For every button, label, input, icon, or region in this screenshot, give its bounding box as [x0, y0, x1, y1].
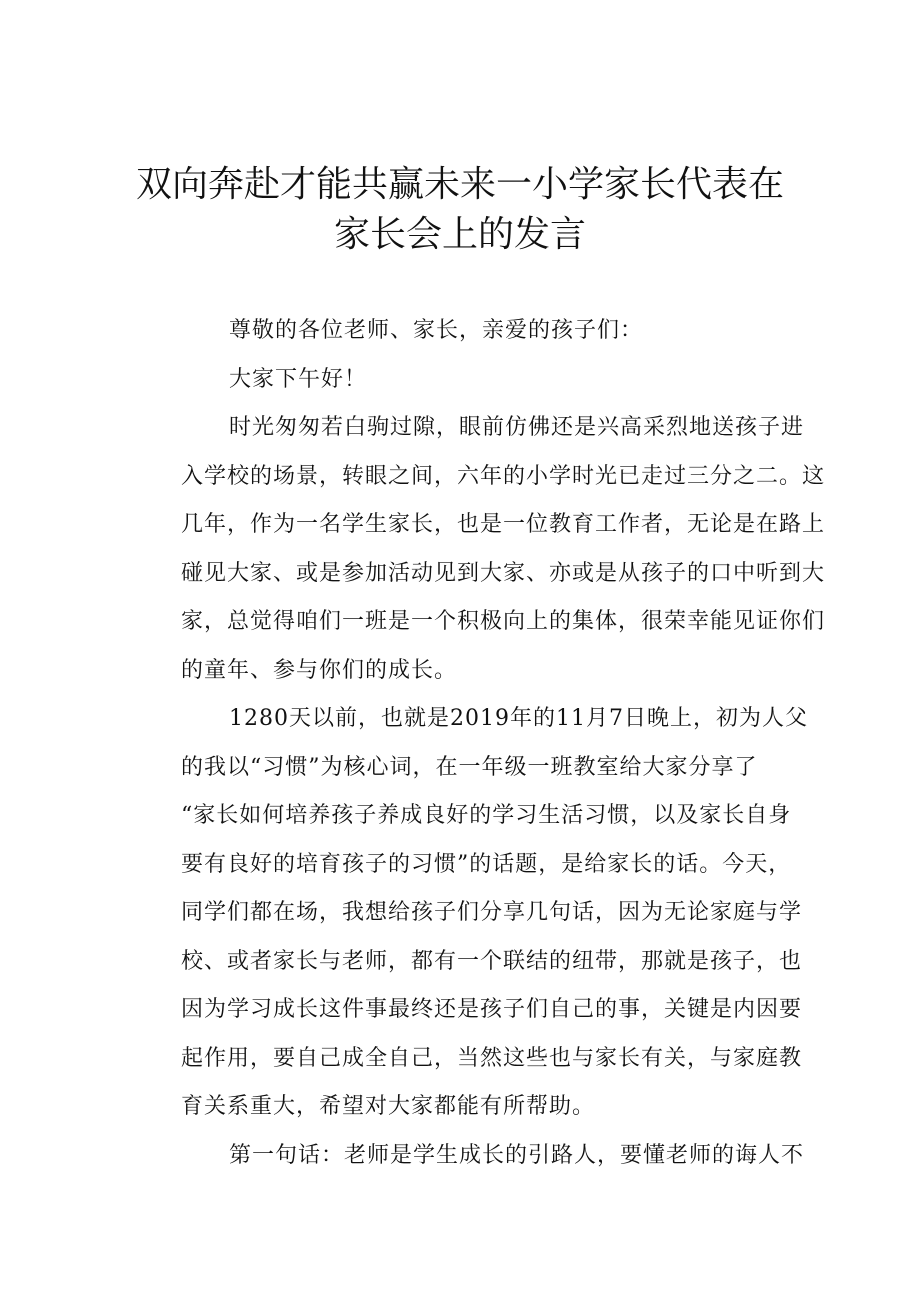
- paragraph-line: 时光匆匆若白驹过隙，眼前仿佛还是兴高采烈地送孩子进: [229, 415, 805, 440]
- paragraph-line: 的我以“习惯”为核心词，在一年级一班教室给大家分享了: [181, 754, 758, 780]
- paragraph-line: “家长如何培养孩子养成良好的学习生活习惯，以及家长自身: [181, 803, 792, 828]
- paragraph-line: 育关系重大，希望对大家都能有所帮助。: [181, 1094, 596, 1119]
- paragraph-line: 因为学习成长这件事最终还是孩子们自己的事，关键是内因要: [181, 997, 803, 1022]
- paragraph-line: 碰见大家、或是参加活动见到大家、亦或是从孩子的口中听到大: [181, 560, 826, 586]
- paragraph-line: 起作用，要自己成全自己，当然这些也与家长有关，与家庭教: [181, 1045, 803, 1071]
- paragraph-line: 1280天以前，也就是2019年的11月7日晚上，初为人父: [229, 706, 808, 731]
- paragraph-line: 第一句话：老师是学生成长的引路人，要懂老师的诲人不: [229, 1142, 805, 1168]
- salutation-paragraph: [137, 307, 777, 356]
- title-line-2: 家长会上的发言: [333, 214, 586, 255]
- greeting-paragraph: [137, 356, 777, 405]
- title-line-1: 双向奔赴才能共赢未来一小学家长代表在: [135, 164, 784, 205]
- paragraph-line: 同学们都在场，我想给孩子们分享几句话，因为无论家庭与学: [181, 900, 803, 925]
- paragraph-line: 校、或者家长与老师，都有一个联结的纽带，那就是孩子，也: [181, 948, 803, 974]
- paragraph-line: 几年，作为一名学生家长，也是一位教育工作者，无论是在路上: [181, 512, 826, 537]
- paragraph-line: 大家下午好！: [229, 366, 368, 392]
- intro-paragraph: [137, 404, 826, 695]
- document-title: [120, 160, 800, 260]
- paragraph-line: 尊敬的各位老师、家长，亲爱的孩子们：: [229, 318, 644, 343]
- paragraph-line: 要有良好的培育孩子的习惯”的话题，是给家长的话。今天，: [181, 851, 792, 877]
- paragraph-line: 家，总觉得咱们一班是一个积极向上的集体，很荣幸能见证你们: [181, 609, 826, 634]
- history-paragraph: [137, 695, 808, 1132]
- paragraph-line: 入学校的场景，转眼之间，六年的小学时光已走过三分之二。这: [181, 463, 826, 489]
- first-point-paragraph: [137, 1132, 805, 1181]
- document-body: [137, 307, 826, 1180]
- paragraph-line: 的童年、参与你们的成长。: [181, 657, 458, 683]
